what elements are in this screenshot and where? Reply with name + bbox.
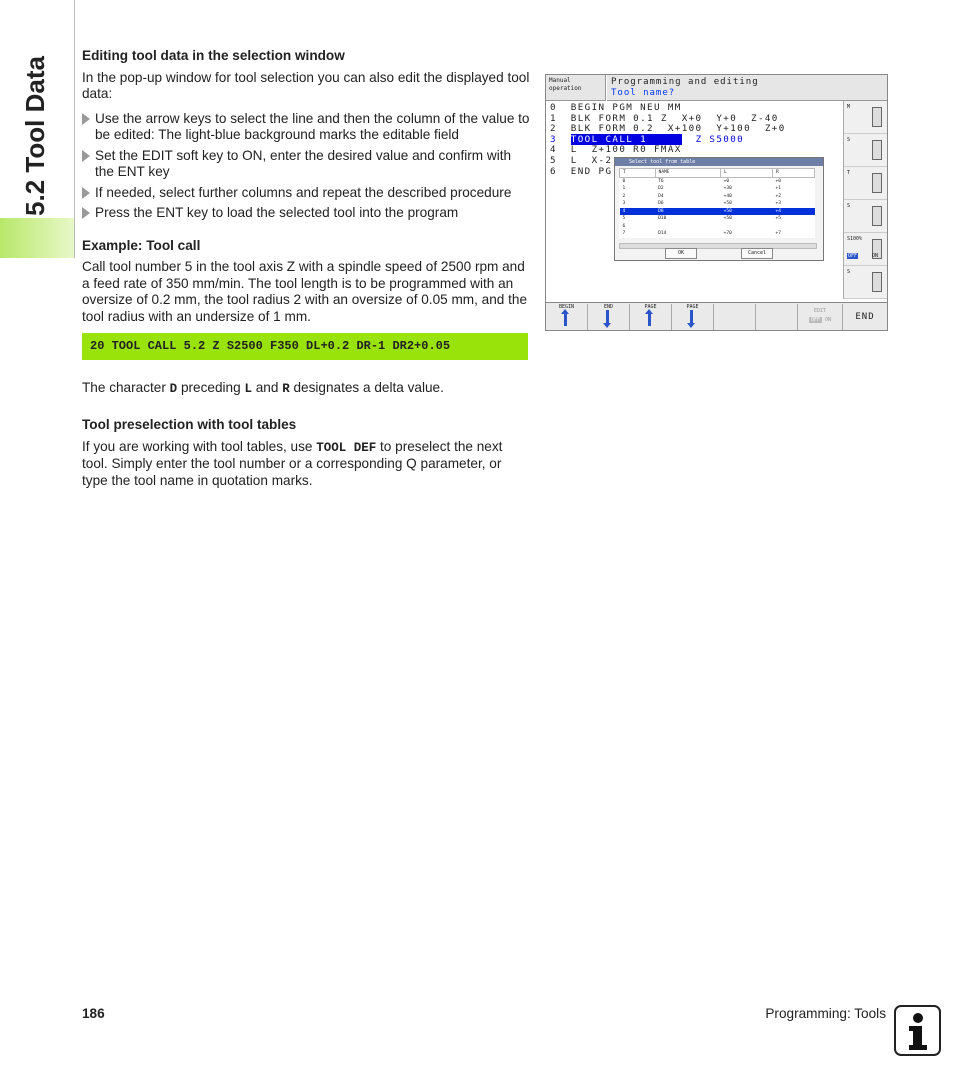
main-content — [82, 48, 530, 497]
program-listing: 0 BEGIN PGM NEU MM 1 BLK FORM 0.1 Z X+0 Y+0 Z-40 2 BLK FORM 0.2 X+100 Y+100 Z+0 3 TOOL CALL 1 Z S5000 4 L Z+100 R0 FMAX 5 L X-2 6 END PG — [550, 102, 786, 177]
arrow-icon — [82, 150, 90, 162]
table-row[interactable]: 6 — [622, 223, 626, 229]
ok-button[interactable]: OK — [665, 248, 697, 259]
screen-header: Programming and editing Tool name? — [607, 75, 887, 101]
plus-icon — [872, 206, 882, 226]
table-row[interactable]: 0 T6 +0 +0 — [622, 178, 781, 184]
arrow-down-icon — [690, 310, 693, 323]
list-item: Press the ENT key to load the selected tool into the program — [82, 205, 530, 222]
chapter-footer: Programming: Tools — [765, 1006, 886, 1021]
arrow-down-icon — [606, 310, 609, 323]
softkey-page-up[interactable]: PAGE — [630, 304, 672, 330]
info-icon — [894, 1005, 941, 1056]
table-row[interactable]: 2 D4 +40 +2 — [622, 193, 781, 199]
side-divider — [74, 0, 75, 258]
softkey-end[interactable]: END — [588, 304, 630, 330]
page-number: 186 — [82, 1006, 105, 1021]
delta-note: The character D preceding L and R designates a delta value. — [82, 379, 444, 396]
list-item: Set the EDIT soft key to ON, enter the desired value and confirm with the ENT key — [82, 148, 530, 181]
softkey-empty[interactable] — [756, 304, 798, 330]
preselection-paragraph: If you are working with tool tables, use TOOL DEF to preselect the next tool. Simply enter the tool number or a corresponding Q parameter, or type the tool name in quotation marks. — [82, 438, 503, 488]
spindle-icon — [872, 140, 882, 160]
control-screenshot — [545, 74, 888, 331]
intro-paragraph: In the pop-up window for tool selection you can also edit the displayed tool data: — [82, 69, 530, 101]
arrow-up-icon — [648, 313, 651, 326]
table-row-selected[interactable]: 4 D8 +50 +4 — [620, 208, 815, 216]
minus-icon — [872, 272, 882, 292]
table-row[interactable]: 1 D2 +30 +1 — [622, 186, 781, 191]
tool-icon — [872, 173, 882, 193]
mode-indicator: Manual operation — [546, 75, 606, 101]
arrow-up-icon — [564, 313, 567, 326]
chapter-marker — [0, 218, 74, 258]
arrow-icon — [82, 187, 90, 199]
section-heading-preselection: Tool preselection with tool tables — [82, 417, 297, 432]
status-column: M S T S S100% OFF ON S — [843, 101, 888, 299]
tool-selection-popup — [614, 157, 824, 261]
softkey-page-down[interactable]: PAGE — [672, 304, 714, 330]
arrow-icon — [82, 113, 90, 125]
section-heading-example: Example: Tool call — [82, 237, 201, 253]
chapter-title: 5.2 Tool Data — [20, 56, 50, 216]
softkey-empty[interactable] — [714, 304, 756, 330]
popup-title: Select tool from table — [615, 158, 823, 166]
softkey-begin[interactable]: BEGIN — [546, 304, 588, 330]
section-heading-editing: Editing tool data in the selection window — [82, 48, 345, 63]
table-row[interactable]: 5 D10 +50 +5 — [622, 216, 781, 221]
softkey-bar — [546, 302, 887, 331]
example-paragraph: Call tool number 5 in the tool axis Z with a spindle speed of 2500 rpm and a feed rate of 350 mm/min. The tool length is to be programmed with an oversize of 0.2 mm, the tool radius 2 with an oversize of 0.05 mm, and the tool radius with an undersize of 1 mm. — [82, 259, 528, 324]
m-function-icon — [872, 107, 882, 127]
softkey-end-program[interactable]: END — [855, 312, 875, 322]
softkey-edit[interactable]: EDIT OFF ON — [798, 304, 843, 330]
arrow-icon — [82, 207, 90, 219]
table-row[interactable]: 7 D14 +70 +7 — [622, 231, 781, 236]
popup-scrollbar[interactable] — [619, 243, 817, 249]
table-row[interactable]: 3 D6 +50 +3 — [622, 201, 781, 206]
tool-table[interactable]: T NAME L R 0 T6 +0 +0 1 D2 +30 +1 2 D4 +40 +2 3 D6 +50 +3 4 D8 +50 +4 5 D10 +50 +5 6 7 D14 +70 +7 — [619, 168, 815, 238]
list-item: If needed, select further columns and repeat the described procedure — [82, 185, 530, 202]
cancel-button[interactable]: Cancel — [741, 248, 773, 259]
list-item: Use the arrow keys to select the line and then the column of the value to be edited: The light-blue background marks the editable field — [82, 111, 530, 144]
code-example: 20 TOOL CALL 5.2 Z S2500 F350 DL+0.2 DR-1 DR2+0.05 — [82, 333, 528, 360]
